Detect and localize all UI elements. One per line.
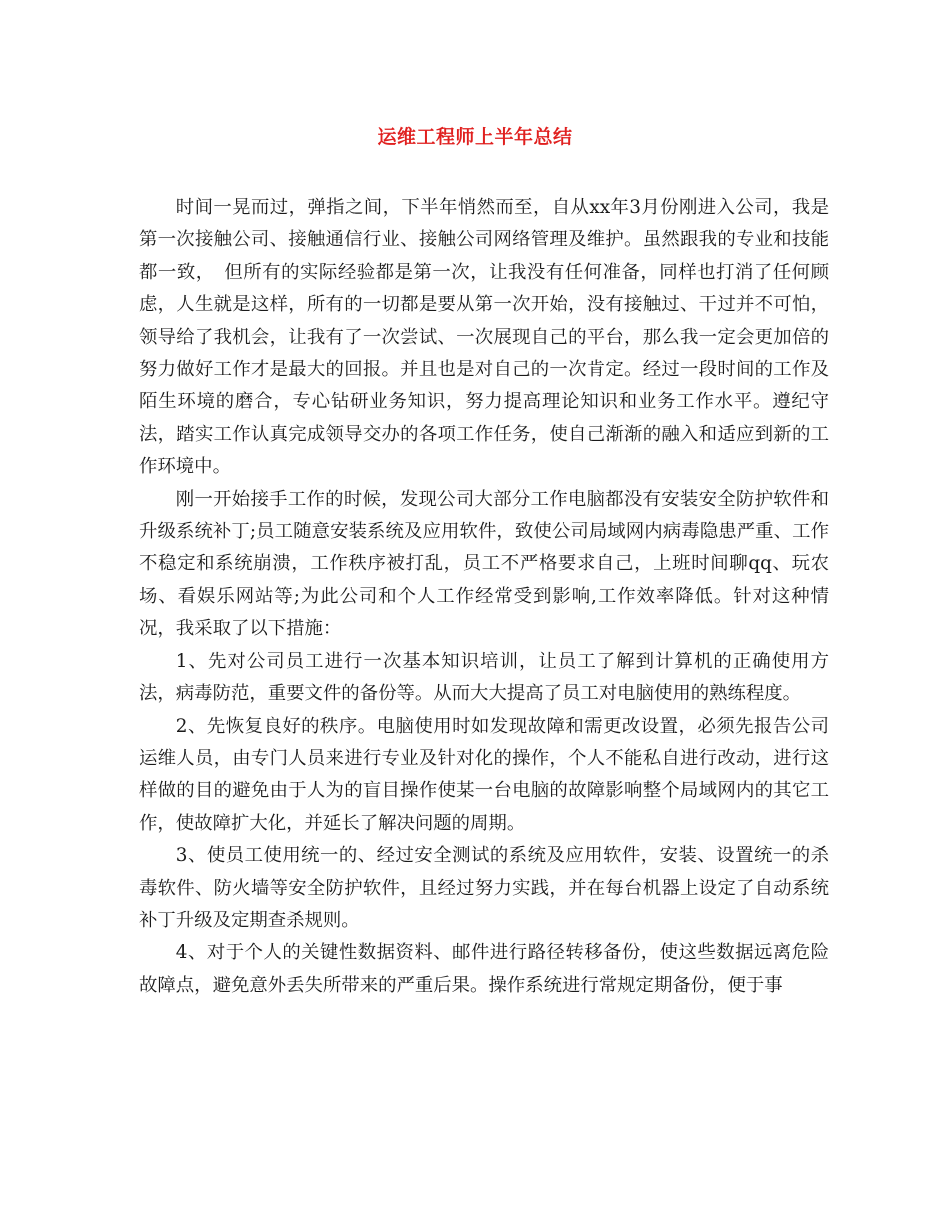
paragraph: 1、先对公司员工进行一次基本知识培训，让员工了解到计算机的正确使用方法，病毒防范，重要文件的备份等。从而大大提高了员工对电脑使用的熟练程度。 [139, 650, 829, 705]
paragraph: 时间一晃而过，弹指之间，下半年悄然而至，自从xx年3月份刚进入公司，我是第一次接触公司、接触通信行业、接触公司网络管理及维护。虽然跟我的专业和技能都一致， 但所有的实际经验都是第一次，让我没有任何准备，同样也打消了任何顾虑，人生就是这样，所有的一切都是要从第一次开始，没有接触过、干过并不可怕，领导给了我机会，让我有了一次尝试、一次展现自己的平台，那么我一定会更加倍的努力做好工作才是最大的回报。并且也是对自己的一次肯定。经过一段时间的工作及陌生环境的磨合，专心钻研业务知识，努力提高理论知识和业务工作水平。遵纪守法，踏实工作认真完成领导交办的各项工作任务，使自己渐渐的融入和适应到新的工作环境中。 [139, 197, 829, 478]
document-body [139, 192, 829, 1002]
paragraph: 3、使员工使用统一的、经过安全测试的系统及应用软件，安装、设置统一的杀毒软件、防火墙等安全防护软件，且经过努力实践，并在每台机器上设定了自动系统补丁升级及定期查杀规则。 [139, 845, 829, 931]
paragraph: 刚一开始接手工作的时候，发现公司大部分工作电脑都没有安装安全防护软件和升级系统补丁;员工随意安装系统及应用软件，致使公司局域网内病毒隐患严重、工作不稳定和系统崩溃，工作秩序被打乱，员工不严格要求自己，上班时间聊qq、玩农场、看娱乐网站等;为此公司和个人工作经常受到影响,工作效率降低。针对这种情况，我采取了以下措施： [139, 488, 829, 640]
document-title: 运维工程师上半年总结 [377, 126, 573, 148]
paragraph: 2、先恢复良好的秩序。电脑使用时如发现故障和需更改设置，必须先报告公司运维人员，由专门人员来进行专业及针对化的操作，个人不能私自进行改动，进行这样做的目的避免由于人为的盲目操作使某一台电脑的故障影响整个局域网内的其它工作，使故障扩大化，并延长了解决问题的周期。 [139, 715, 829, 834]
paragraph: 4、对于个人的关键性数据资料、邮件进行路径转移备份，使这些数据远离危险故障点，避免意外丢失所带来的严重后果。操作系统进行常规定期备份，便于事 [139, 942, 829, 996]
